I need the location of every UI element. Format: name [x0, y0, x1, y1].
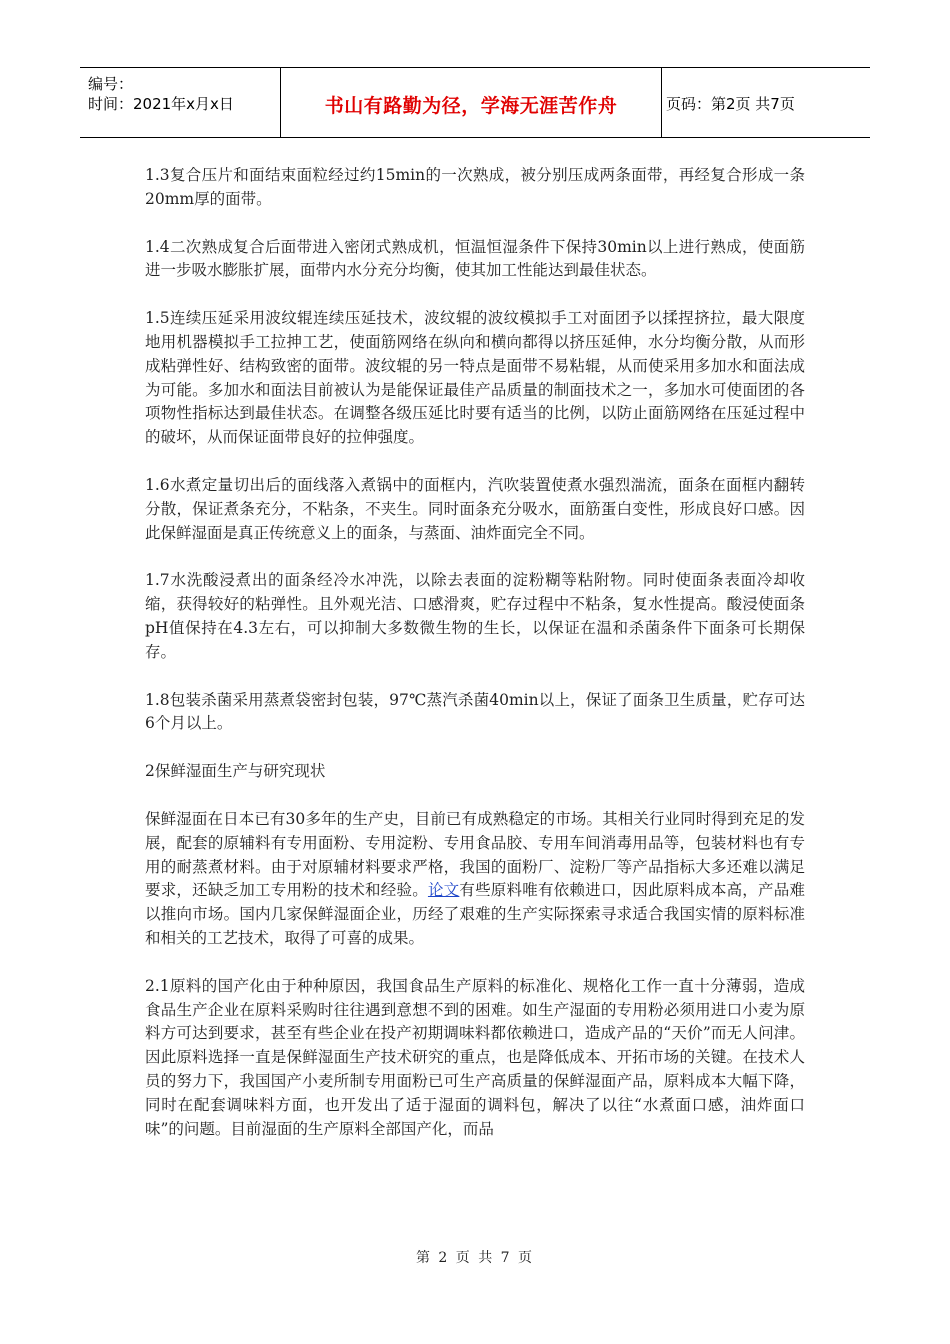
header-info-cell — [80, 68, 281, 137]
paragraph-1-7: 1.7水洗酸浸煮出的面条经冷水冲洗，以除去表面的淀粉糊等粘附物。同时使面条表面冷却收缩，获得较好的粘弹性。且外观光洁、口感滑爽，贮存过程中不粘条，复水性提高。酸浸使面条pH值保持在4.3左右，可以抑制大多数微生物的生长，以保证在温和杀菌条件下面条可长期保存。 — [145, 571, 805, 661]
paragraph-1-6: 1.6水煮定量切出后的面线落入煮锅中的面框内，汽吹装置使煮水强烈湍流，面条在面框内翻转分散，保证煮条充分，不粘条，不夹生。同时面条充分吸水，面筋蛋白变性，形成良好口感。因此保鲜湿面是真正传统意义上的面条，与蒸面、油炸面完全不同。 — [145, 475, 805, 542]
paragraph-1-8: 1.8包装杀菌采用蒸煮袋密封包装，97℃蒸汽杀菌40min以上，保证了面条卫生质量，贮存可达6个月以上。 — [145, 690, 805, 733]
header-page-info: 页码：第2页 共7页 — [666, 95, 795, 113]
header-motto: 书山有路勤为径，学海无涯苦作舟 — [324, 95, 618, 117]
paragraph-1-4: 1.4二次熟成复合后面带进入密闭式熟成机，恒温恒湿条件下保持30min以上进行熟成，使面筋进一步吸水膨胀扩展，面带内水分充分均衡，使其加工性能达到最佳状态。 — [145, 237, 805, 280]
header-page-cell — [662, 68, 870, 137]
document-body — [145, 164, 805, 1165]
page-footer: 第 2 页 共 7 页 — [415, 1250, 535, 1266]
section-heading-2: 2保鲜湿面生产与研究现状 — [145, 762, 326, 781]
paper-link[interactable]: 论文 — [427, 881, 460, 900]
document-code-label: 编号： — [88, 75, 134, 93]
paragraph-section-2-intro — [145, 808, 805, 951]
paragraph-1-3: 1.3复合压片和面结束面粒经过约15min的一次熟成，被分别压成两条面带，再经复合形成一条20mm厚的面带。 — [145, 166, 805, 208]
paragraph-2-1: 2.1原料的国产化由于种种原因，我国食品生产原料的标准化、规格化工作一直十分薄弱，造成食品生产企业在原料采购时往往遇到意想不到的困难。如生产湿面的专用粉必须用进口小麦为原料方可达到要求，甚至有些企业在投产初期调味料都依赖进口，造成产品的“天价”而无人问津。因此原料选择一直是保鲜湿面生产技术研究的重点，也是降低成本、开拓市场的关键。在技术人员的努力下，我国国产小麦所制专用面粉已可生产高质量的保鲜湿面产品，原料成本大幅下降，同时在配套调味料方面，也开发出了适于湿面的调料包，解决了以往“水煮面口感，油炸面口味”的问题。目前湿面的生产原料全部国产化，而品 — [145, 976, 805, 1138]
paragraph-1-5: 1.5连续压延采用波纹辊连续压延技术，波纹辊的波纹模拟手工对面团予以揉捏挤拉，最大限度地用机器模拟手工拉抻工艺，使面筋网络在纵向和横向都得以挤压延伸，水分均衡分散，从而形成粘弹性好、结构致密的面带。波纹辊的另一特点是面带不易粘辊，从而使采用多加水和面法成为可能。多加水和面法目前被认为是能保证最佳产品质量的制面技术之一，多加水可使面团的各项物性指标达到最佳状态。在调整各级压延比时要有适当的比例，以防止面筋网络在压延过程中的破坏，从而保证面带良好的拉伸强度。 — [145, 309, 805, 447]
header-motto-cell — [281, 68, 662, 137]
document-time-label: 时间：2021年x月x日 — [88, 95, 234, 113]
paragraph-text-after-link: 有些原料唯有依赖进口，因此原料成本高，产品难以推向市场。国内几家保鲜湿面企业，历经了艰难的生产实际探索寻求适合我国实情的原料标准和相关的工艺技术，取得了可喜的成果。 — [145, 881, 805, 947]
paragraph-text-before-link: 保鲜湿面在日本已有30多年的生产史，目前已有成熟稳定的市场。其相关行业同时得到充足的发展，配套的原辅料有专用面粉、专用淀粉、专用食品胶、专用车间消毒用品等，包装材料也有专用的耐蒸煮材料。由于对原辅材料要求严格，我国的面粉厂、淀粉厂等产品指标大多还难以满足要求，还缺乏加工专用粉的技术和经验。 — [145, 809, 805, 900]
page-header — [80, 67, 870, 138]
